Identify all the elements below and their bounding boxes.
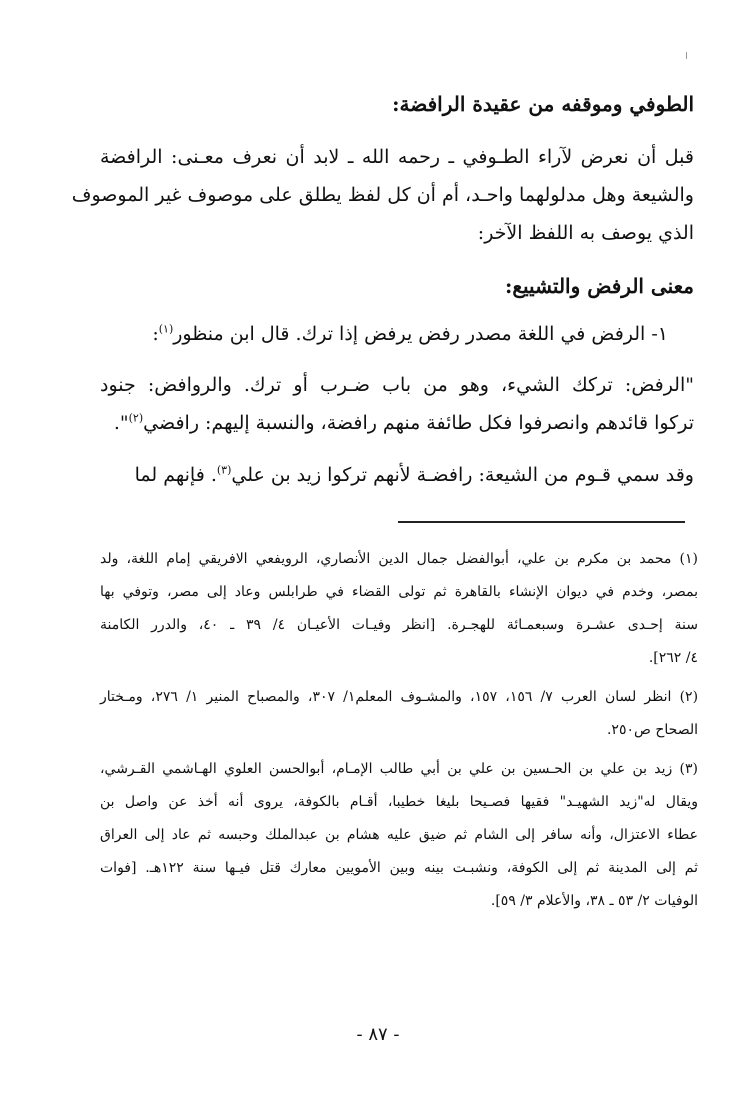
last-line [100,463,694,486]
footnote-separator [398,521,685,523]
scan-mark [686,52,687,59]
intro-line-3: الذي يوصف به اللفظ الآخر: [477,222,694,244]
last-line-end: . فإنهم لما [134,464,217,486]
page-number: - ٨٧ - [356,1024,400,1045]
quote-line-2-end: ". [113,412,129,434]
footnote-3-line-2: ويقال له"زيد الشهيـد" فقيها فصـيحا بليغا خطيبا، أقـام بالكوفة، يروى أنه أخذ عن واصل بن [100,794,698,810]
footnote-1-line-4: ٤/ ٢٦٢]. [648,650,698,666]
footnote-1-line-2: بمصر، وخدم في ديوان الإنشاء بالقاهرة ثم تولى القضاء في طرابلس وعاد إلى مصر، وتوفي بها [100,584,698,600]
quote-line-2-text: تركوا قائدهم وانصرفوا فكل طائفة منهم رافضة، والنسبة إليهم: رافضي [143,412,694,434]
footnote-2-line-2: الصحاح ص٢٥٠. [606,722,698,738]
intro-line-2: والشيعة وهل مدلولهما واحـد، أم أن كل لفظ يطلق على موصوف غير الموصوف [71,184,694,206]
intro-line-1: قبل أن نعرض لآراء الطـوفي ـ رحمه الله ـ لابد أن نعرف معـنى: الرافضة [100,146,694,168]
last-line-text: وقد سمي قـوم من الشيعة: رافضـة لأنهم تركوا زيد بن علي [231,464,694,486]
footnote-3-line-1: (٣) زيد بن علي بن الحـسين بن علي بن أبي طالب الإمـام، أبوالحسن العلوي الهـاشمي القـرشي، [100,761,698,777]
section-heading: الطوفي وموقفه من عقيدة الرافضة: [392,92,694,116]
footnote-1-line-3: سنة إحـدى عشـرة وسبعمـائة للهجـرة. [انظر وفيـات الأعيـان ٤/ ٣٩ ـ ٤٠، والدرر الكامنة [100,617,698,633]
footnote-1-line-1: (١) محمد بن مكرم بن علي، أبوالفضل جمال الدين الأنصاري، الرويفعي الافريقي إمام اللغة، ولد [100,551,698,567]
footnote-3-line-3: عطاء الاعتزال، وأنه سافر إلى الشام ثم ضيق عليه هشام بن عبدالملك وحبسه ثم عاد إلى العراق [100,827,698,843]
footnote-3-line-5: الوفيات ٢/ ٥٣ ـ ٣٨، والأعلام ٣/ ٥٩]. [490,893,698,909]
footnote-ref-2[interactable]: (٢) [128,411,144,425]
footnote-ref-3[interactable]: (٣) [216,463,232,477]
footnote-3-line-4: ثم إلى المدينة ثم إلى الكوفة، ونشبـت بينه وبين الأمويين معارك قتل فيـها سنة ١٢٢هـ. [فوات [100,860,698,876]
quote-line-2 [100,411,694,434]
item-1-end: : [152,323,159,345]
footnote-2-line-1: (٢) انظر لسان العرب ٧/ ١٥٦، ١٥٧، والمشـوف المعلم١/ ٣٠٧، والمصباح المنير ١/ ٢٧٦، ومـختار [100,689,699,705]
footnote-ref-1[interactable]: (١) [158,322,174,336]
quote-line-1: "الرفض: تركك الشيء، وهو من باب ضـرب أو ترك. والروافض: جنود [100,374,694,396]
subsection-heading: معنى الرفض والتشييع: [504,274,694,298]
item-1-text: ١- الرفض في اللغة مصدر رفض يرفض إذا ترك. قال ابن منظور [173,323,668,345]
item-1-line [100,322,668,345]
